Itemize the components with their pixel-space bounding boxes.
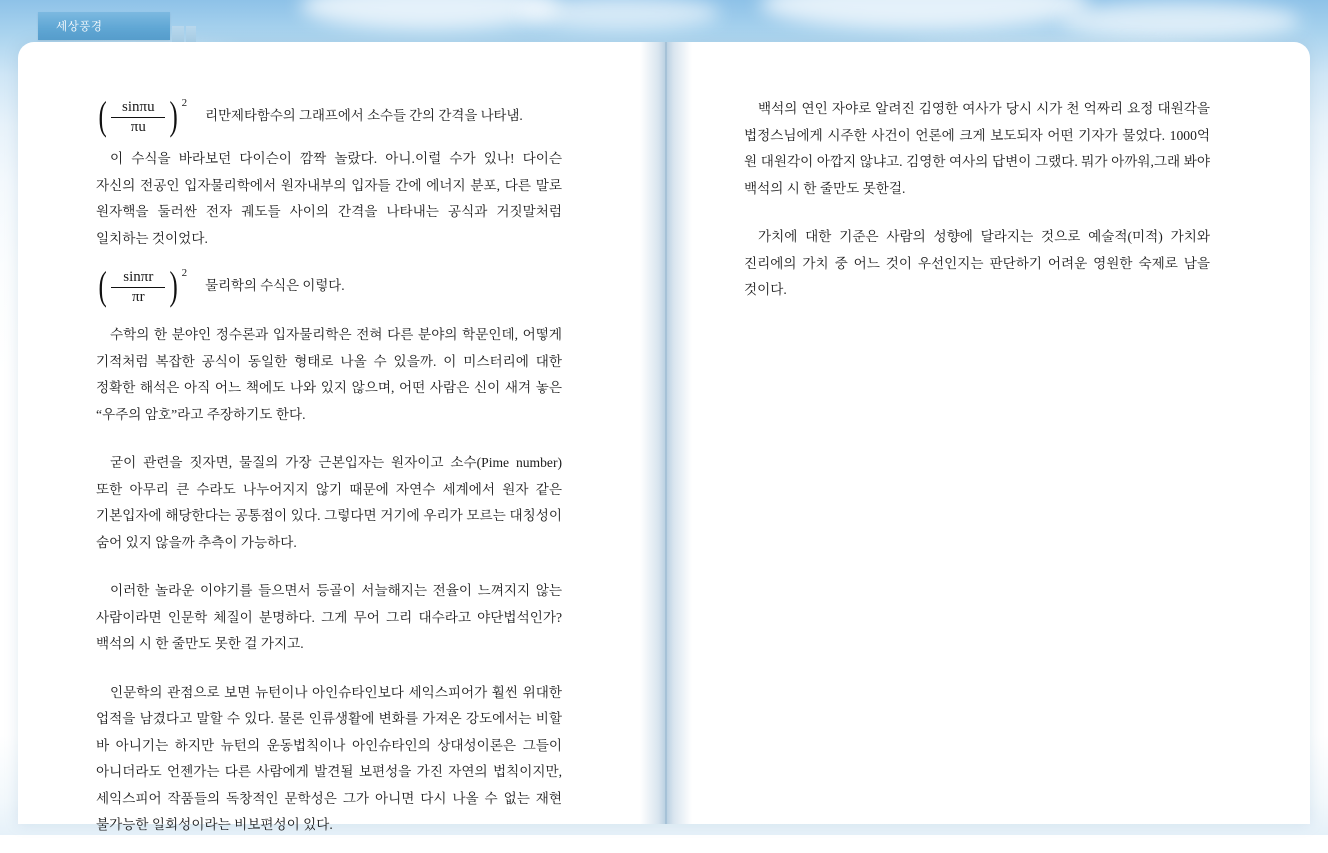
paragraph: 이 수식을 바라보던 다이슨이 깜짝 놀랐다. 아니.이럴 수가 있나! 다이슨 자신의 전공인 입자물리학에서 원자내부의 입자들 간에 에너지 분포, 다른 말로 원자핵을 둘러싼 전자 궤도들 사이의 간격을 나타내는 공식과 거짓말처럼 일치하는 것이었다. — [96, 151, 562, 246]
cloud-decoration — [300, 0, 560, 30]
left-paren: ( — [98, 93, 107, 138]
left-page-column — [96, 93, 562, 853]
left-paren: ( — [98, 263, 107, 308]
cloud-decoration — [1060, 2, 1300, 40]
formula-caption-2: 물리학의 수식은 이렇다. — [205, 278, 345, 294]
right-paren: ) — [169, 93, 179, 138]
fraction-bar — [111, 287, 165, 288]
paragraph: 이러한 놀라운 이야기를 들으면서 등골이 서늘해지는 전율이 느껴지지 않는 사람이라면 인문학 체질이 분명하다. 그게 무어 그리 대수라고 야단법석인가? 백석의 시 한 줄만도 못한 걸 가지고. — [96, 583, 562, 651]
right-page-column — [744, 96, 1210, 318]
cloud-decoration — [520, 0, 720, 30]
fraction-denominator: πu — [130, 119, 146, 135]
chapter-tab — [38, 12, 170, 40]
formula-exponent: 2 — [181, 97, 188, 109]
book-spine-line — [665, 42, 667, 824]
right-paren: ) — [169, 263, 179, 308]
paragraph: 가치에 대한 기준은 사람의 성향에 달라지는 것으로 예술적(미적) 가치와 진리에의 가치 중 어느 것이 우선인지는 판단하기 어려운 영원한 숙제로 남을 것이다. — [744, 229, 1210, 297]
chapter-tab-stub — [172, 26, 184, 42]
formula-block-1 — [96, 93, 562, 138]
formula-sin-pi-r-icon — [96, 263, 188, 308]
fraction — [109, 99, 167, 136]
chapter-tab-stub — [186, 26, 196, 42]
fraction-numerator: sinπr — [123, 269, 154, 285]
formula-exponent: 2 — [181, 267, 188, 279]
paragraph: 인문학의 관점으로 보면 뉴턴이나 아인슈타인보다 세익스피어가 훨씬 위대한 업적을 남겼다고 말할 수 있다. 물론 인류생활에 변화를 가져온 강도에서는 비할 바 아니기는 하지만 뉴턴의 운동법칙이나 아인슈타인의 상대성이론은 그들이 아니더라도 언젠가는 다른 사람에게 발견될 보편성을 가진 자연의 법칙이지만, 세익스피어 작품들의 독창적인 문학성은 그가 아니면 다시 나올 수 없는 재현 불가능한 일회성이라는 비보편성이 있다. — [96, 684, 562, 832]
fraction — [109, 269, 167, 306]
paragraph: 굳이 관련을 짓자면, 물질의 가장 근본입자는 원자이고 소수(Pime number) 또한 아무리 큰 수라도 나누어지지 않기 때문에 자연수 세계에서 원자 같은 기본입자에 해당한다는 공통점이 있다. 그렇다면 거기에 우리가 모르는 대칭성이 숨어 있지 않을까 추측이 가능하다. — [96, 455, 562, 550]
cloud-decoration — [760, 0, 1090, 30]
fraction-denominator: πr — [132, 289, 145, 305]
fraction-numerator: sinπu — [122, 99, 155, 115]
formula-block-2 — [96, 263, 562, 308]
paragraph: 수학의 한 분야인 정수론과 입자물리학은 전혀 다른 분야의 학문인데, 어떻게 기적처럼 복잡한 공식이 동일한 형태로 나올 수 있을까. 이 미스터리에 대한 정확한 해석은 아직 어느 책에도 나와 있지 않으며, 어떤 사람은 신이 새겨 놓은 “우주의 암호”라고 주장하기도 한다. — [96, 327, 562, 422]
fraction-bar — [111, 117, 165, 118]
chapter-tab-label: 세상풍경 — [56, 21, 103, 33]
paragraph: 백석의 연인 자야로 알려진 김영한 여사가 당시 시가 천 억짜리 요정 대원각을 법정스님에게 시주한 사건이 언론에 크게 보도되자 어떤 기자가 물었다. 1000억 원 대원각이 아깝지 않냐고. 김영한 여사의 답변이 그랬다. 뭐가 아까워,그래 봐야 백석의 시 한 줄만도 못한걸. — [744, 101, 1210, 196]
formula-caption-1: 리만제타함수의 그래프에서 소수들 간의 간격을 나타냄. — [205, 108, 523, 124]
formula-sin-pi-u-icon — [96, 93, 188, 138]
